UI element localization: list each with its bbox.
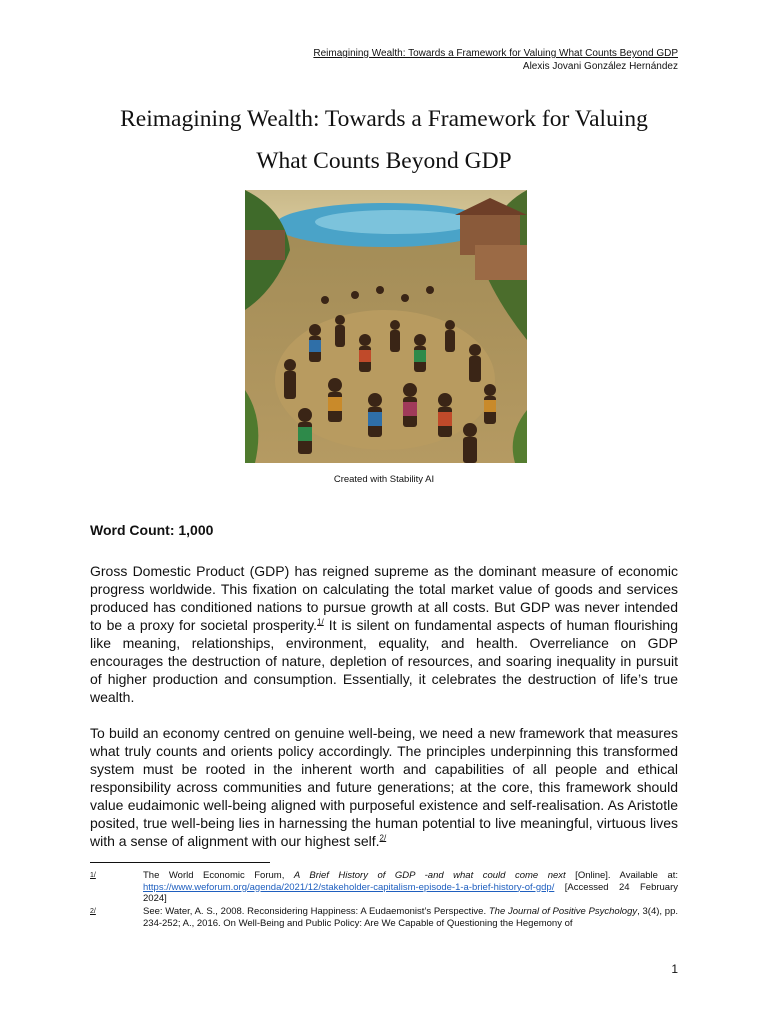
paragraph-1-text: Gross Domestic Product (GDP) has reigned supreme as the dominant measure of economic progress worldwide. This fixation on calculating the total market value of goods and services produced has conditioned nations to pursue growth at all costs. But GDP was never intended to be a proxy for societal prosperity. — [90, 563, 678, 633]
author-name: Alexis Jovani González Hernández — [522, 61, 678, 72]
footnote-2-source: See: Water, A. S., 2008. Reconsidering Happiness: A Eudaemonist’s Perspective. — [143, 906, 489, 917]
paragraph-2-text: To build an economy centred on genuine well-being, we need a new framework that measures what truly counts and orients policy accordingly. The principles underpinning this transformed system must be rooted in the inherent worth and capabilities of all people and ethical responsibility across communities and future generations; at the core, this framework should value eudaimonic well-being aligned with purposeful existence and self-realisation. As Aristotle posited, true well-being lies in harnessing the human potential to live meaningful, virtuous lives with a sense of alignment with our highest self. — [90, 725, 678, 849]
illustration-graphic — [245, 190, 527, 463]
footnote-2-journal: The Journal of Positive Psychology — [488, 906, 638, 917]
running-header — [313, 47, 678, 73]
footnote-ref-2[interactable]: 2/ — [379, 833, 387, 843]
footnote-1-italic-title: A Brief History of GDP -and what could come next — [293, 870, 566, 881]
paragraph-1 — [90, 562, 678, 706]
paragraph-1-text-continued: It is silent on fundamental aspects of human flourishing like meaning, relationships, environment, equality, and health. Overreliance on GDP encourages the destruction of nature, depletion of resources, and soaring inequality in pursuit of higher production and consumption. Essentially, it celebrates the destruction of life’s true wealth. — [90, 617, 679, 705]
running-title: Reimagining Wealth: Towards a Framework for Valuing What Counts Beyond GDP — [313, 48, 678, 59]
title-line-2: What Counts Beyond GDP — [256, 148, 512, 174]
footnote-1-source: The World Economic Forum, — [143, 870, 294, 881]
footnote-1-accessed: [Accessed 24 February 2024] — [143, 881, 678, 904]
document-title — [60, 98, 708, 182]
title-line-1: Reimagining Wealth: Towards a Framework for Valuing — [120, 106, 648, 132]
footnote-1-link[interactable]: https://www.weforum.org/agenda/2021/12/stakeholder-capitalism-episode-1-a-brief-history-of-gdp/ — [143, 881, 555, 893]
footnote-1 — [90, 870, 678, 905]
footnote-1-available: [Online]. Available at: — [565, 870, 679, 881]
footnote-2-mark: 2/ — [90, 908, 96, 915]
paragraph-2 — [90, 724, 678, 850]
word-count: Word Count: 1,000 — [90, 522, 214, 538]
footnote-1-mark: 1/ — [90, 872, 96, 879]
market-illustration — [245, 190, 527, 463]
footnote-ref-1[interactable]: 1/ — [317, 617, 324, 627]
footnote-separator — [90, 862, 270, 863]
figure-caption: Created with Stability AI — [333, 474, 435, 485]
footnote-2-details: , 3(4), pp. 234-252; A., 2016. On Well-Being and Public Policy: Are We Capable of Questioning the Hegemony of — [143, 906, 678, 929]
footnote-2 — [90, 906, 678, 929]
page-number: 1 — [671, 962, 678, 976]
